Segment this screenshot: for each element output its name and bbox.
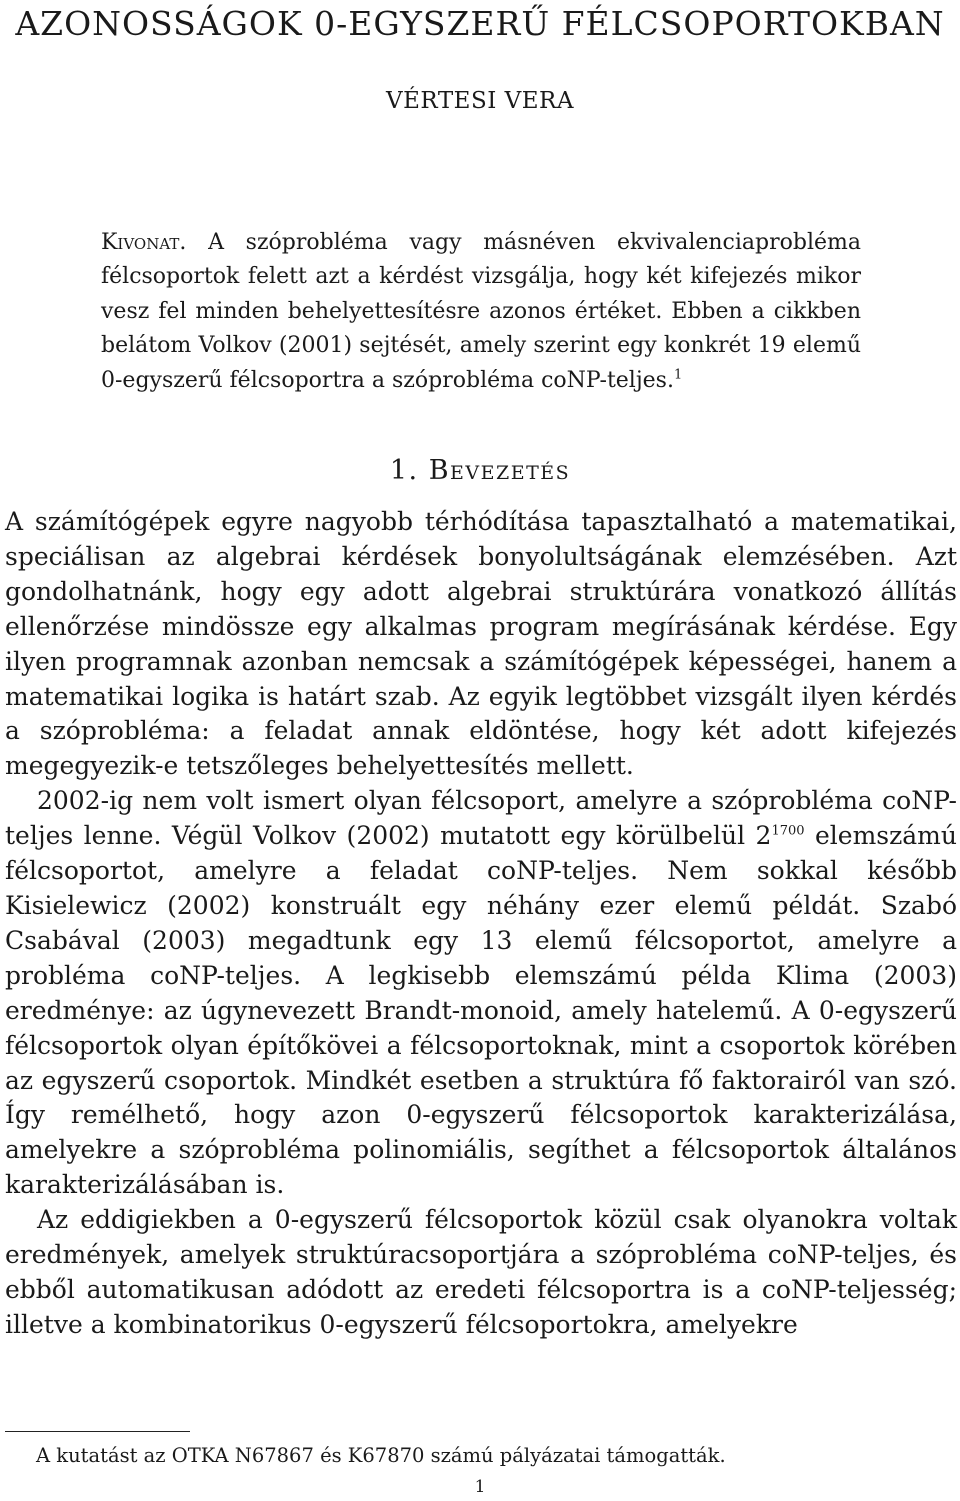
author-name: VÉRTESI VERA: [386, 88, 574, 114]
abstract-label: Kivonat.: [101, 230, 187, 255]
paragraph-3-text: Az eddigiekben a 0-egyszerű félcsoportok közül csak olyanokra voltak eredmények, amelyek struktúracsoportjára a szóprobléma coNP-teljes, és ebből automatikusan adódott az eredeti félcsoportra is a coNP-teljesség; illetve a kombinatorikus 0-egyszerű félcsoportokra, amelyekre: [5, 1205, 957, 1339]
abstract: [101, 226, 861, 398]
paragraph-1-text: A számítógépek egyre nagyobb térhódítása tapasztalható a matematikai, speciálisan az algebrai kérdések bonyolultságának elemzésében. Azt gondolhatnánk, hogy egy adott algebrai struktúrára vonatkozó állítás ellenőrzése mindössze egy alkalmas program megírásának kérdése. Egy ilyen programnak azonban nemcsak a számítógépek képességei, hanem a matematikai logika is határt szab. Az egyik legtöbbet vizsgált ilyen kérdés a szóprobléma: a feladat annak eldöntése, hogy két adott kifejezés megegyezik-e tetszőleges behelyettesítés mellett.: [5, 507, 957, 781]
paragraph-1: [5, 505, 957, 784]
section-body: [5, 505, 957, 1343]
footnote-divider: [5, 1431, 190, 1432]
footnote-mark: 1: [673, 367, 683, 383]
abstract-text: A szóprobléma vagy másnéven ekvivalenciaprobléma félcsoportok felett azt a kérdést vizsgálja, hogy két kifejezés mikor vesz fel minden behelyettesítésre azonos értéket. Ebben a cikkben belátom Volkov (2001) sejtését, amely szerint egy konkrét 19 elemű 0-egyszerű félcsoportra a szóprobléma coNP-teljes.: [101, 230, 861, 393]
exponent: 1700: [771, 823, 805, 839]
footnote-text: A kutatást az OTKA N67867 és K67870 számú pályázatai támogatták.: [36, 1444, 726, 1467]
paragraph-3: [5, 1203, 957, 1343]
paragraph-2-text-b: elemszámú félcsoportot, amelyre a feladat coNP-teljes. Nem sokkal később Kisielewicz (2002) konstruált egy néhány ezer elemű példát. Szabó Csabával (2003) megadtunk egy 13 elemű félcsoportot, amelyre a probléma coNP-teljes. A legkisebb elemszámú példa Klima (2003) eredménye: az úgynevezett Brandt-monoid, amely hatelemű. A 0-egyszerű félcsoportok olyan építőkövei a félcsoportoknak, mint a csoportok körében az egyszerű csoportok. Mindkét esetben a struktúra fő faktorairól van szó. Így remélhető, hogy azon 0-egyszerű félcsoportok karakterizálása, amelyekre a szóprobléma polinomiális, segíthet a félcsoportok általános karakterizálásában is.: [5, 821, 957, 1200]
paragraph-2: [5, 784, 957, 1203]
paper-title: AZONOSSÁGOK 0-EGYSZERŰ FÉLCSOPORTOKBAN: [15, 4, 945, 43]
page-number: 1: [474, 1477, 486, 1497]
paragraph-2-text-a: 2002-ig nem volt ismert olyan félcsoport, amelyre a szóprobléma coNP-teljes lenne. Végül Volkov (2002) mutatott egy körülbelül 2: [5, 786, 957, 851]
section-heading: 1. Bevezetés: [389, 455, 571, 486]
